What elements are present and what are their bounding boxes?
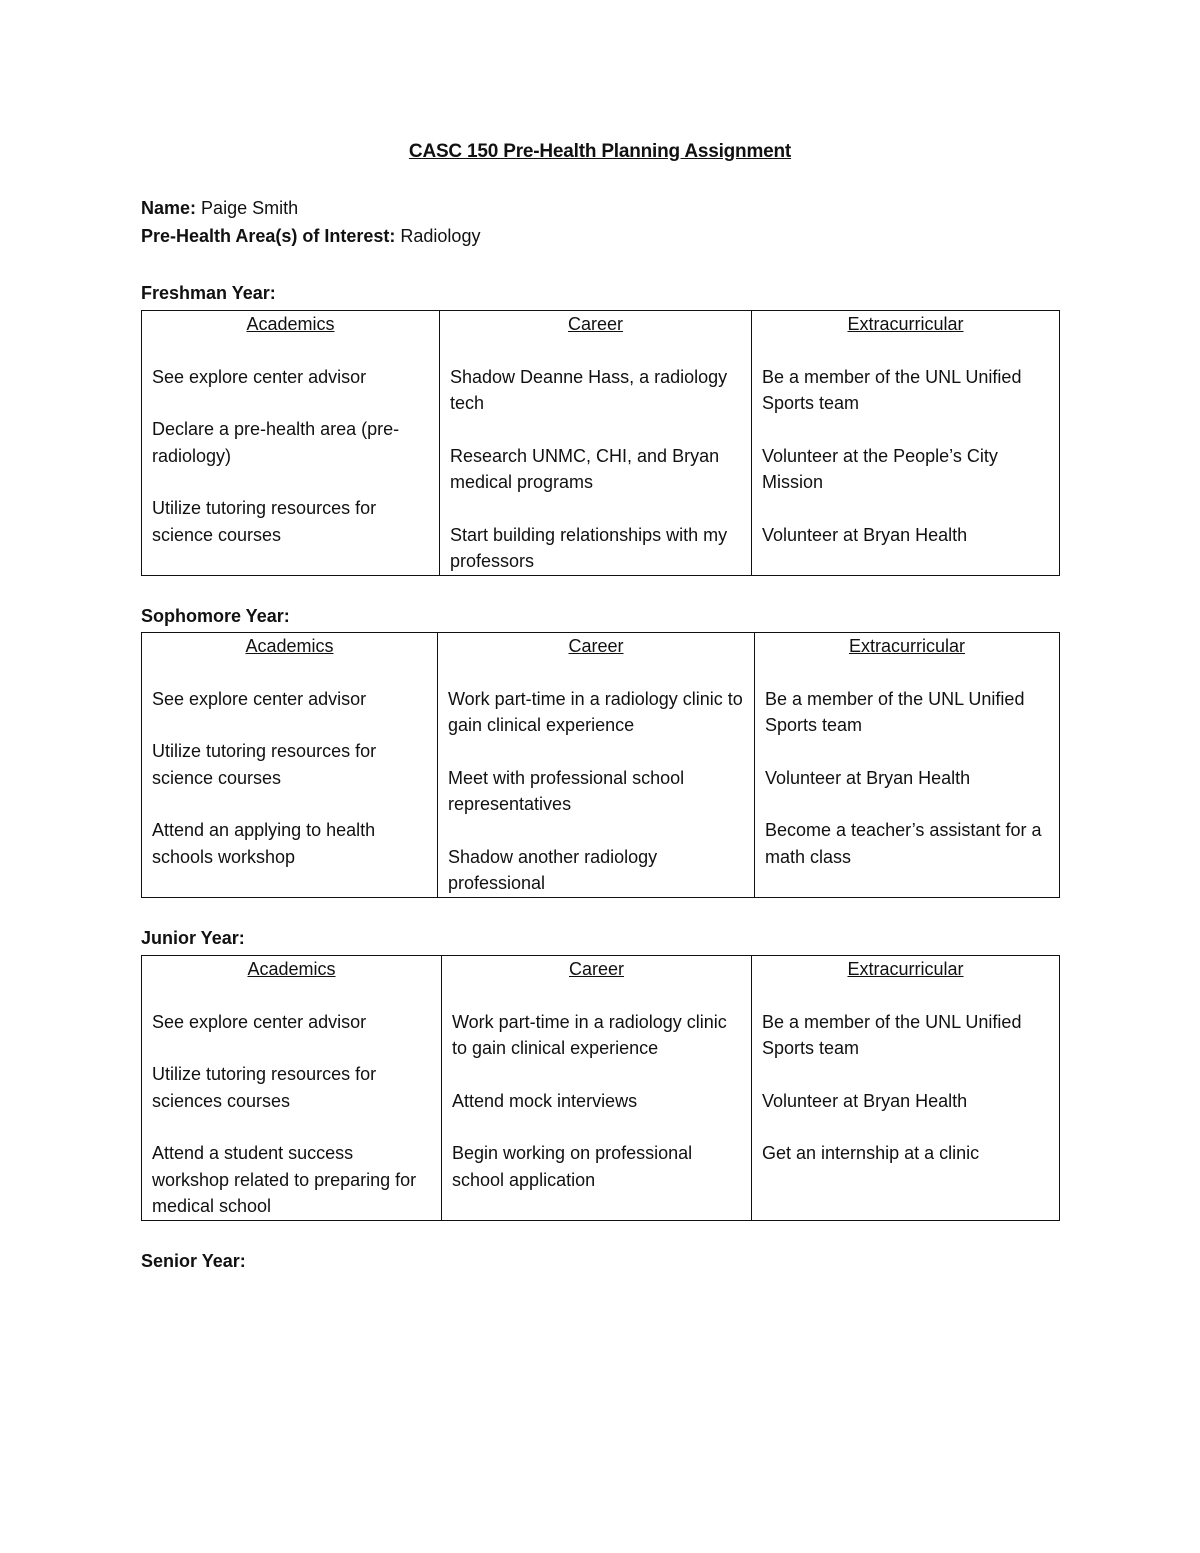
- freshman-extracurricular-cell: [752, 311, 1060, 576]
- list-item: Volunteer at the People’s City Mission: [762, 445, 998, 492]
- sophomore-academics-cell: [142, 633, 438, 898]
- list-item: Attend mock interviews: [452, 1090, 638, 1111]
- freshman-career-cell: [440, 311, 752, 576]
- interest-line: [141, 226, 480, 247]
- list-item: Be a member of the UNL Unified Sports team: [765, 688, 1025, 735]
- extracurricular-header: Extracurricular: [847, 314, 964, 334]
- academics-header: Academics: [247, 959, 336, 979]
- sophomore-year-table: [141, 632, 1060, 898]
- document-title: CASC 150 Pre-Health Planning Assignment: [408, 141, 792, 162]
- list-item: Shadow Deanne Hass, a radiology tech: [450, 366, 728, 413]
- list-item: Declare a pre-health area (pre-radiology): [152, 419, 400, 466]
- list-item: Be a member of the UNL Unified Sports team: [762, 1011, 1022, 1058]
- career-header: Career: [568, 959, 625, 979]
- list-item: Utilize tutoring resources for science courses: [152, 741, 377, 788]
- list-item: Start building relationships with my professors: [450, 524, 728, 571]
- list-item: Volunteer at Bryan Health: [762, 524, 968, 545]
- list-item: Get an internship at a clinic: [762, 1143, 980, 1163]
- name-label: Name:: [141, 198, 197, 218]
- list-item: Begin working on professional school application: [452, 1143, 693, 1190]
- sophomore-extracurricular-cell: [755, 633, 1060, 898]
- list-item: Shadow another radiology professional: [448, 846, 658, 893]
- list-item: Meet with professional school representatives: [448, 767, 685, 814]
- name-value: Paige Smith: [201, 198, 299, 218]
- list-item: Volunteer at Bryan Health: [765, 767, 971, 788]
- junior-extracurricular-cell: [752, 956, 1060, 1221]
- interest-value: Radiology: [400, 226, 481, 246]
- sophomore-year-heading: Sophomore Year:: [141, 606, 290, 626]
- extracurricular-header: Extracurricular: [848, 636, 966, 656]
- list-item: See explore center advisor: [152, 366, 367, 387]
- freshman-academics-cell: [142, 311, 440, 576]
- academics-header: Academics: [246, 314, 335, 334]
- list-item: Become a teacher’s assistant for a math class: [765, 820, 1042, 867]
- name-line: [141, 198, 298, 219]
- freshman-year-table: [141, 310, 1060, 576]
- junior-career-cell: [442, 956, 752, 1221]
- list-item: Volunteer at Bryan Health: [762, 1090, 968, 1111]
- list-item: Attend an applying to health schools workshop: [152, 820, 376, 867]
- list-item: See explore center advisor: [152, 688, 367, 709]
- junior-year-table: [141, 955, 1060, 1221]
- list-item: Be a member of the UNL Unified Sports team: [762, 366, 1022, 413]
- junior-year-heading: Junior Year:: [141, 928, 245, 948]
- list-item: Work part-time in a radiology clinic to gain clinical experience: [448, 688, 743, 735]
- interest-label: Pre-Health Area(s) of Interest:: [141, 226, 396, 246]
- list-item: Research UNMC, CHI, and Bryan medical programs: [450, 445, 720, 492]
- list-item: Work part-time in a radiology clinic to gain clinical experience: [452, 1011, 727, 1058]
- career-header: Career: [567, 314, 624, 334]
- freshman-year-heading: Freshman Year:: [141, 283, 276, 303]
- list-item: Utilize tutoring resources for science courses: [152, 498, 377, 545]
- junior-academics-cell: [142, 956, 442, 1221]
- academics-header: Academics: [245, 636, 334, 656]
- senior-year-heading: Senior Year:: [141, 1251, 246, 1271]
- career-header: Career: [568, 636, 624, 656]
- list-item: See explore center advisor: [152, 1011, 367, 1032]
- list-item: Attend a student success workshop related to preparing for medical school: [152, 1143, 417, 1216]
- sophomore-career-cell: [438, 633, 755, 898]
- extracurricular-header: Extracurricular: [847, 959, 964, 979]
- list-item: Utilize tutoring resources for sciences courses: [152, 1064, 377, 1111]
